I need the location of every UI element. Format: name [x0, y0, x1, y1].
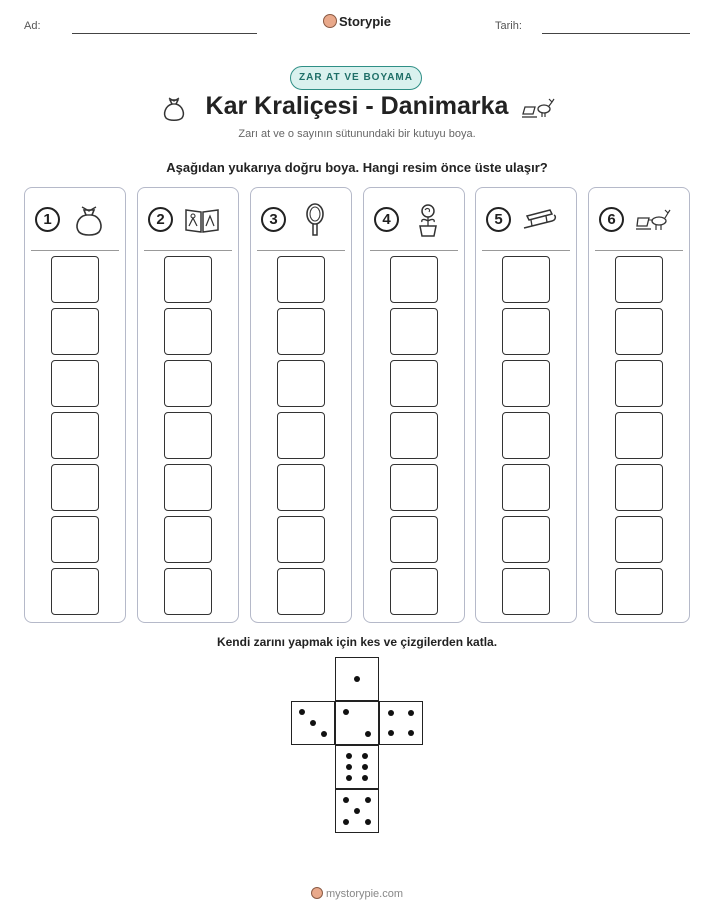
brand-name: Storypie — [338, 14, 391, 29]
page-title: Kar Kraliçesi - Danimarka — [205, 92, 509, 120]
column-number: 3 — [261, 207, 286, 232]
column-4 — [363, 187, 465, 623]
bear-logo-icon — [323, 14, 337, 28]
column-divider — [370, 250, 458, 251]
column-1 — [24, 187, 126, 623]
color-box[interactable] — [615, 412, 663, 459]
column-6 — [588, 187, 690, 623]
column-number: 6 — [599, 207, 624, 232]
color-box[interactable] — [164, 308, 212, 355]
die-face-5 — [335, 789, 379, 833]
column-number: 4 — [374, 207, 399, 232]
color-box[interactable] — [277, 412, 325, 459]
color-box[interactable] — [51, 516, 99, 563]
die-pip — [362, 753, 368, 759]
brand-logo — [0, 14, 714, 29]
die-face-1 — [335, 657, 379, 701]
color-box[interactable] — [164, 360, 212, 407]
column-number: 1 — [35, 207, 60, 232]
footer-url[interactable]: mystorypie.com — [325, 888, 404, 900]
color-box[interactable] — [502, 412, 550, 459]
reindeer-sleigh-icon — [635, 202, 671, 238]
color-box[interactable] — [502, 568, 550, 615]
color-box[interactable] — [164, 412, 212, 459]
color-box[interactable] — [277, 516, 325, 563]
footer — [0, 887, 714, 900]
die-pip — [299, 709, 305, 715]
color-box[interactable] — [390, 412, 438, 459]
die-pip — [388, 710, 394, 716]
color-box[interactable] — [277, 360, 325, 407]
column-2 — [137, 187, 239, 623]
column-number: 2 — [148, 207, 173, 232]
date-label: Tarih: — [495, 20, 522, 32]
die-pip — [408, 710, 414, 716]
sack-icon — [71, 202, 107, 238]
die-pip — [346, 764, 352, 770]
column-divider — [144, 250, 232, 251]
die-pip — [408, 730, 414, 736]
die-pip — [365, 731, 371, 737]
reindeer-sleigh-icon — [521, 94, 555, 120]
die-pip — [346, 775, 352, 781]
die-pip — [365, 819, 371, 825]
color-box[interactable] — [502, 308, 550, 355]
color-box[interactable] — [615, 360, 663, 407]
color-box[interactable] — [615, 308, 663, 355]
color-box[interactable] — [51, 256, 99, 303]
column-divider — [482, 250, 570, 251]
bear-logo-icon — [311, 887, 323, 899]
column-number: 5 — [486, 207, 511, 232]
activity-badge: ZAR AT VE BOYAMA — [290, 66, 422, 90]
die-pip — [343, 819, 349, 825]
color-box[interactable] — [615, 464, 663, 511]
sled-icon — [522, 202, 558, 238]
die-instruction: Kendi zarını yapmak için kes ve çizgilerden katla. — [216, 635, 498, 649]
die-pip — [346, 753, 352, 759]
die-pip — [354, 676, 360, 682]
color-box[interactable] — [390, 256, 438, 303]
color-box[interactable] — [502, 360, 550, 407]
color-box[interactable] — [390, 516, 438, 563]
color-box[interactable] — [51, 308, 99, 355]
subtitle: Zarı at ve o sayının sütunundaki bir kutuyu boya. — [238, 128, 476, 140]
color-box[interactable] — [390, 360, 438, 407]
column-divider — [257, 250, 345, 251]
column-5 — [475, 187, 577, 623]
color-box[interactable] — [615, 568, 663, 615]
die-pip — [354, 808, 360, 814]
instruction: Aşağıdan yukarıya doğru boya. Hangi resim önce üste ulaşır? — [166, 160, 548, 175]
name-label: Ad: — [24, 20, 41, 32]
date-line — [542, 33, 690, 34]
color-box[interactable] — [502, 464, 550, 511]
color-box[interactable] — [390, 464, 438, 511]
die-pip — [310, 720, 316, 726]
die-pip — [343, 709, 349, 715]
color-box[interactable] — [164, 256, 212, 303]
color-box[interactable] — [51, 464, 99, 511]
color-box[interactable] — [51, 568, 99, 615]
color-box[interactable] — [615, 516, 663, 563]
color-box[interactable] — [390, 568, 438, 615]
color-box[interactable] — [164, 568, 212, 615]
color-box[interactable] — [502, 516, 550, 563]
color-box[interactable] — [51, 360, 99, 407]
die-pip — [321, 731, 327, 737]
color-box[interactable] — [164, 464, 212, 511]
die-pip — [362, 775, 368, 781]
color-box[interactable] — [502, 256, 550, 303]
die-face-2 — [335, 701, 379, 745]
rose-pot-icon — [410, 202, 446, 238]
color-box[interactable] — [51, 412, 99, 459]
mirror-icon — [297, 202, 333, 238]
column-divider — [595, 250, 683, 251]
die-pip — [388, 730, 394, 736]
die-face-6 — [335, 745, 379, 789]
column-divider — [31, 250, 119, 251]
color-box[interactable] — [390, 308, 438, 355]
color-box[interactable] — [277, 464, 325, 511]
die-pip — [365, 797, 371, 803]
color-box[interactable] — [277, 568, 325, 615]
die-face-4 — [379, 701, 423, 745]
column-3 — [250, 187, 352, 623]
die-pip — [362, 764, 368, 770]
name-line — [72, 33, 257, 34]
color-box[interactable] — [164, 516, 212, 563]
color-box[interactable] — [277, 308, 325, 355]
die-face-3 — [291, 701, 335, 745]
die-pip — [343, 797, 349, 803]
color-box[interactable] — [277, 256, 325, 303]
storybook-icon — [184, 202, 220, 238]
color-box[interactable] — [615, 256, 663, 303]
